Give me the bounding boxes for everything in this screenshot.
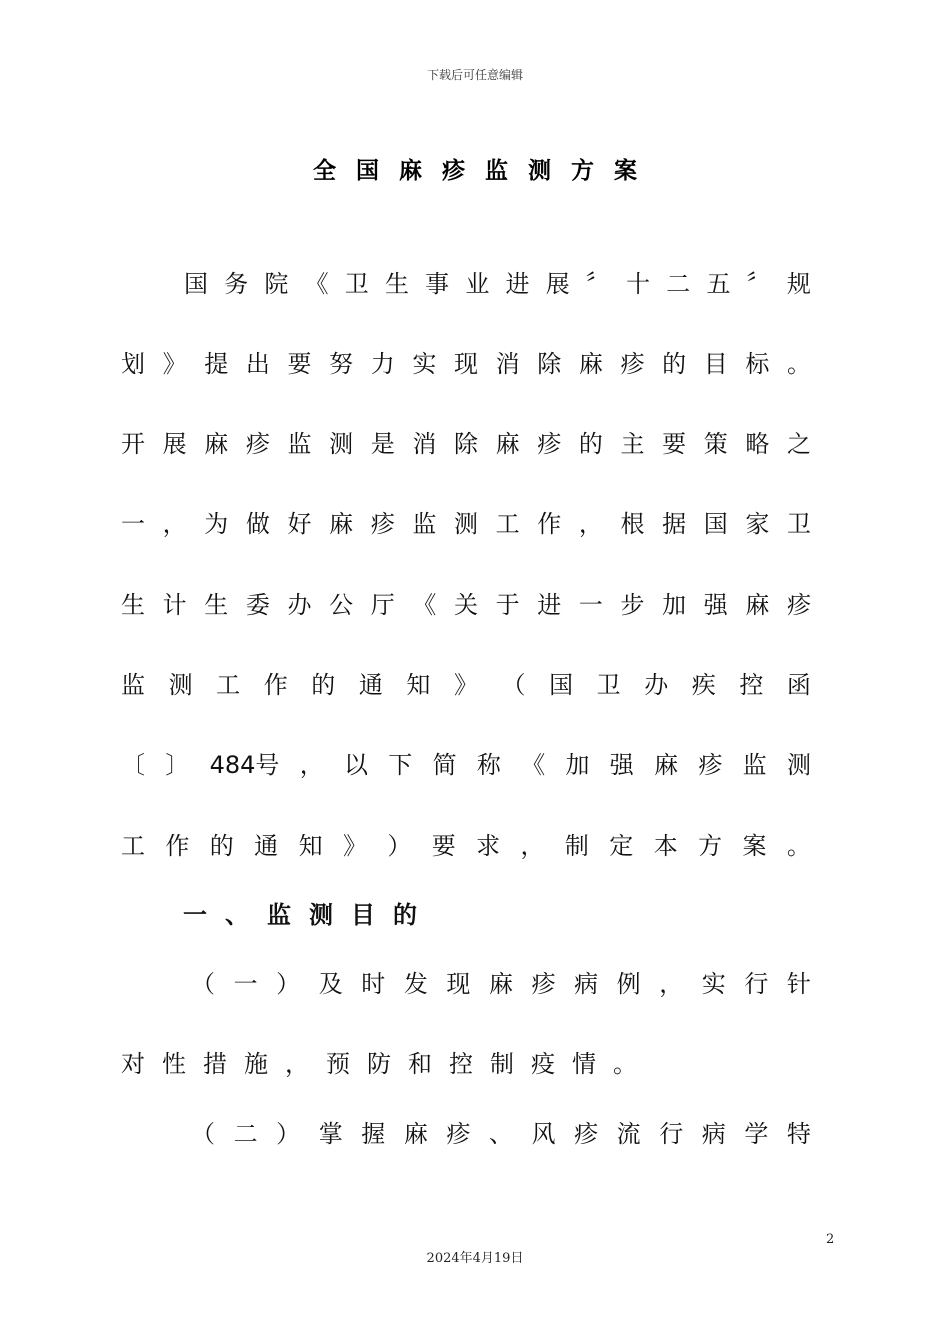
- text-glyph: 以: [344, 751, 368, 779]
- section-line: [121, 1044, 811, 1084]
- text-glyph: 握: [361, 1120, 386, 1148]
- text-glyph: 为: [204, 510, 229, 538]
- body-line: [121, 745, 811, 785]
- text-glyph: 例: [616, 970, 641, 998]
- text-glyph: 生: [204, 591, 229, 619]
- body-line: [121, 585, 811, 625]
- text-glyph: 一: [121, 510, 145, 538]
- text-glyph: 的: [578, 430, 603, 458]
- text-glyph: 现: [446, 970, 471, 998]
- text-glyph: 行: [659, 1120, 684, 1148]
- text-glyph: 测: [168, 671, 193, 699]
- text-glyph: 本: [653, 832, 678, 860]
- text-glyph: 国: [549, 671, 574, 699]
- text-glyph: 二: [666, 270, 691, 298]
- text-glyph: 称: [476, 751, 501, 779]
- text-glyph: 防: [367, 1050, 391, 1078]
- text-glyph: 麻: [578, 350, 603, 378]
- text-glyph: 生: [384, 270, 409, 298]
- text-glyph: 策: [703, 430, 728, 458]
- text-glyph: 测: [786, 751, 811, 779]
- text-glyph: 关: [454, 591, 478, 619]
- text-glyph: 预: [326, 1050, 350, 1078]
- text-glyph: 作: [537, 510, 562, 538]
- text-glyph: 之: [787, 430, 811, 458]
- text-glyph: 下: [388, 751, 413, 779]
- text-glyph: 麻: [745, 591, 770, 619]
- text-glyph: 测: [329, 430, 354, 458]
- text-glyph: 工: [216, 671, 241, 699]
- text-glyph: 〞: [746, 270, 771, 298]
- text-glyph: 要: [431, 832, 456, 860]
- text-glyph: 作: [165, 832, 190, 860]
- section-line: [191, 964, 811, 1004]
- text-glyph: 展: [162, 430, 187, 458]
- text-glyph: 麻: [654, 751, 679, 779]
- text-glyph: 麻: [488, 970, 513, 998]
- text-glyph: 方: [698, 832, 723, 860]
- text-glyph: 控: [449, 1050, 473, 1078]
- text-glyph: （: [191, 970, 215, 998]
- text-glyph: 现: [454, 350, 478, 378]
- text-glyph: ）: [276, 1120, 301, 1148]
- text-glyph: 针: [786, 970, 811, 998]
- text-glyph: 测: [454, 510, 478, 538]
- text-glyph: 工: [121, 832, 145, 860]
- text-glyph: 强: [609, 751, 634, 779]
- text-glyph: 国: [184, 270, 208, 298]
- text-glyph: 据: [662, 510, 687, 538]
- text-glyph: 疹: [698, 751, 723, 779]
- text-glyph: 行: [744, 970, 769, 998]
- text-glyph: 》: [162, 350, 187, 378]
- text-glyph: 加: [565, 751, 590, 779]
- text-glyph: 二: [233, 1120, 258, 1148]
- text-glyph: 疹: [446, 1120, 471, 1148]
- text-glyph: 484号: [209, 751, 280, 779]
- text-glyph: 规: [786, 270, 811, 298]
- text-glyph: 努: [329, 350, 354, 378]
- text-glyph: 疾: [691, 671, 716, 699]
- text-glyph: 除: [537, 350, 562, 378]
- text-glyph: 厅: [370, 591, 395, 619]
- page-number: 2: [826, 1232, 835, 1247]
- text-glyph: 疹: [537, 430, 562, 458]
- text-glyph: 要: [662, 430, 687, 458]
- text-glyph: 根: [620, 510, 645, 538]
- text-glyph: 麻: [204, 430, 229, 458]
- text-glyph: 《: [304, 270, 329, 298]
- text-glyph: 消: [495, 350, 520, 378]
- text-glyph: ，: [659, 970, 684, 998]
- text-glyph: 疫: [531, 1050, 555, 1078]
- text-glyph: 通: [254, 832, 279, 860]
- text-glyph: 划: [121, 350, 145, 378]
- text-glyph: 略: [745, 430, 770, 458]
- body-line: [121, 665, 811, 705]
- text-glyph: 监: [287, 430, 312, 458]
- text-glyph: 。: [787, 350, 811, 378]
- text-glyph: 展: [545, 270, 570, 298]
- text-glyph: 事: [425, 270, 450, 298]
- text-glyph: 提: [204, 350, 229, 378]
- text-glyph: 卫: [787, 510, 811, 538]
- text-glyph: 疹: [620, 350, 645, 378]
- footer-date: 2024年4月19日: [426, 1251, 524, 1266]
- text-glyph: 》: [342, 832, 367, 860]
- text-glyph: 措: [203, 1050, 227, 1078]
- text-glyph: 要: [287, 350, 312, 378]
- text-glyph: 出: [245, 350, 270, 378]
- text-glyph: 及: [318, 970, 343, 998]
- text-glyph: 目: [703, 350, 728, 378]
- text-glyph: （: [501, 671, 526, 699]
- text-glyph: ，: [299, 751, 324, 779]
- text-glyph: 病: [701, 1120, 726, 1148]
- text-glyph: 委: [245, 591, 270, 619]
- header-note: 下载后可任意编辑: [426, 68, 523, 82]
- text-glyph: （: [191, 1120, 215, 1148]
- text-glyph: 发: [403, 970, 428, 998]
- text-glyph: ，: [162, 510, 187, 538]
- text-glyph: 十: [626, 270, 651, 298]
- text-glyph: 进: [505, 270, 530, 298]
- text-glyph: 的: [209, 832, 234, 860]
- text-glyph: 作: [263, 671, 288, 699]
- text-glyph: 消: [412, 430, 437, 458]
- text-glyph: 卫: [344, 270, 369, 298]
- text-glyph: 《: [521, 751, 546, 779]
- text-glyph: 。: [613, 1050, 637, 1078]
- text-glyph: 《: [412, 591, 437, 619]
- text-glyph: 麻: [495, 430, 520, 458]
- text-glyph: 主: [620, 430, 645, 458]
- text-glyph: 特: [786, 1120, 811, 1148]
- text-glyph: 麻: [403, 1120, 428, 1148]
- text-glyph: 院: [264, 270, 289, 298]
- text-glyph: ，: [285, 1050, 309, 1078]
- text-glyph: 实: [412, 350, 437, 378]
- body-line: [184, 264, 811, 304]
- text-glyph: 求: [476, 832, 501, 860]
- text-glyph: 病: [574, 970, 599, 998]
- text-glyph: 制: [564, 832, 589, 860]
- text-glyph: 学: [744, 1120, 769, 1148]
- text-glyph: 国: [703, 510, 728, 538]
- text-glyph: 实: [701, 970, 726, 998]
- body-line: [121, 504, 811, 544]
- text-glyph: 。: [786, 832, 811, 860]
- text-glyph: 监: [742, 751, 767, 779]
- text-glyph: 强: [703, 591, 728, 619]
- body-line: [121, 826, 811, 866]
- document-title: 全国麻疹监测方案: [313, 158, 657, 184]
- text-glyph: 》: [453, 671, 478, 699]
- text-glyph: 定: [609, 832, 634, 860]
- text-glyph: 卫: [596, 671, 621, 699]
- text-glyph: 、: [488, 1120, 513, 1148]
- text-glyph: 业: [465, 270, 490, 298]
- text-glyph: 风: [531, 1120, 556, 1148]
- text-glyph: 简: [432, 751, 457, 779]
- text-glyph: 麻: [329, 510, 354, 538]
- text-glyph: 疹: [787, 591, 811, 619]
- section-heading: 一、监测目的: [183, 901, 435, 929]
- text-glyph: 流: [616, 1120, 641, 1148]
- text-glyph: 疹: [370, 510, 395, 538]
- text-glyph: 和: [408, 1050, 432, 1078]
- text-glyph: 一: [578, 591, 603, 619]
- text-glyph: 施: [244, 1050, 268, 1078]
- text-glyph: 的: [662, 350, 687, 378]
- text-glyph: 公: [329, 591, 354, 619]
- text-glyph: 工: [495, 510, 520, 538]
- text-glyph: 一: [233, 970, 258, 998]
- text-glyph: 疹: [531, 970, 556, 998]
- text-glyph: 的: [311, 671, 336, 699]
- text-glyph: 标: [745, 350, 770, 378]
- text-glyph: 制: [490, 1050, 514, 1078]
- text-glyph: 通: [358, 671, 383, 699]
- text-glyph: 性: [162, 1050, 186, 1078]
- text-glyph: ）: [387, 832, 412, 860]
- text-glyph: 进: [537, 591, 562, 619]
- text-glyph: 于: [495, 591, 520, 619]
- text-glyph: 办: [287, 591, 312, 619]
- text-glyph: 掌: [318, 1120, 343, 1148]
- text-glyph: 计: [162, 591, 187, 619]
- text-glyph: 情: [572, 1050, 596, 1078]
- section-line: [191, 1114, 811, 1154]
- text-glyph: 疹: [574, 1120, 599, 1148]
- text-glyph: 函: [786, 671, 811, 699]
- text-glyph: 家: [745, 510, 770, 538]
- text-glyph: 做: [245, 510, 270, 538]
- text-glyph: 开: [121, 430, 145, 458]
- text-glyph: ）: [276, 970, 301, 998]
- text-glyph: 〕: [165, 751, 190, 779]
- text-glyph: 知: [298, 832, 323, 860]
- text-glyph: 对: [121, 1050, 145, 1078]
- body-line: [121, 424, 811, 464]
- text-glyph: 监: [412, 510, 437, 538]
- text-glyph: 控: [739, 671, 764, 699]
- text-glyph: 生: [121, 591, 145, 619]
- text-glyph: 知: [406, 671, 431, 699]
- text-glyph: 力: [370, 350, 395, 378]
- text-glyph: 五: [706, 270, 731, 298]
- body-line: [121, 344, 811, 384]
- text-glyph: 步: [620, 591, 645, 619]
- text-glyph: 加: [662, 591, 687, 619]
- text-glyph: ，: [520, 832, 545, 860]
- text-glyph: 务: [224, 270, 249, 298]
- text-glyph: 案: [742, 832, 767, 860]
- text-glyph: 办: [644, 671, 669, 699]
- text-glyph: ，: [578, 510, 603, 538]
- text-glyph: 〞: [585, 270, 610, 298]
- text-glyph: 时: [361, 970, 386, 998]
- text-glyph: 是: [370, 430, 395, 458]
- text-glyph: 〔: [121, 751, 145, 779]
- text-glyph: 监: [121, 671, 145, 699]
- text-glyph: 除: [454, 430, 478, 458]
- text-glyph: 好: [287, 510, 312, 538]
- text-glyph: 疹: [245, 430, 270, 458]
